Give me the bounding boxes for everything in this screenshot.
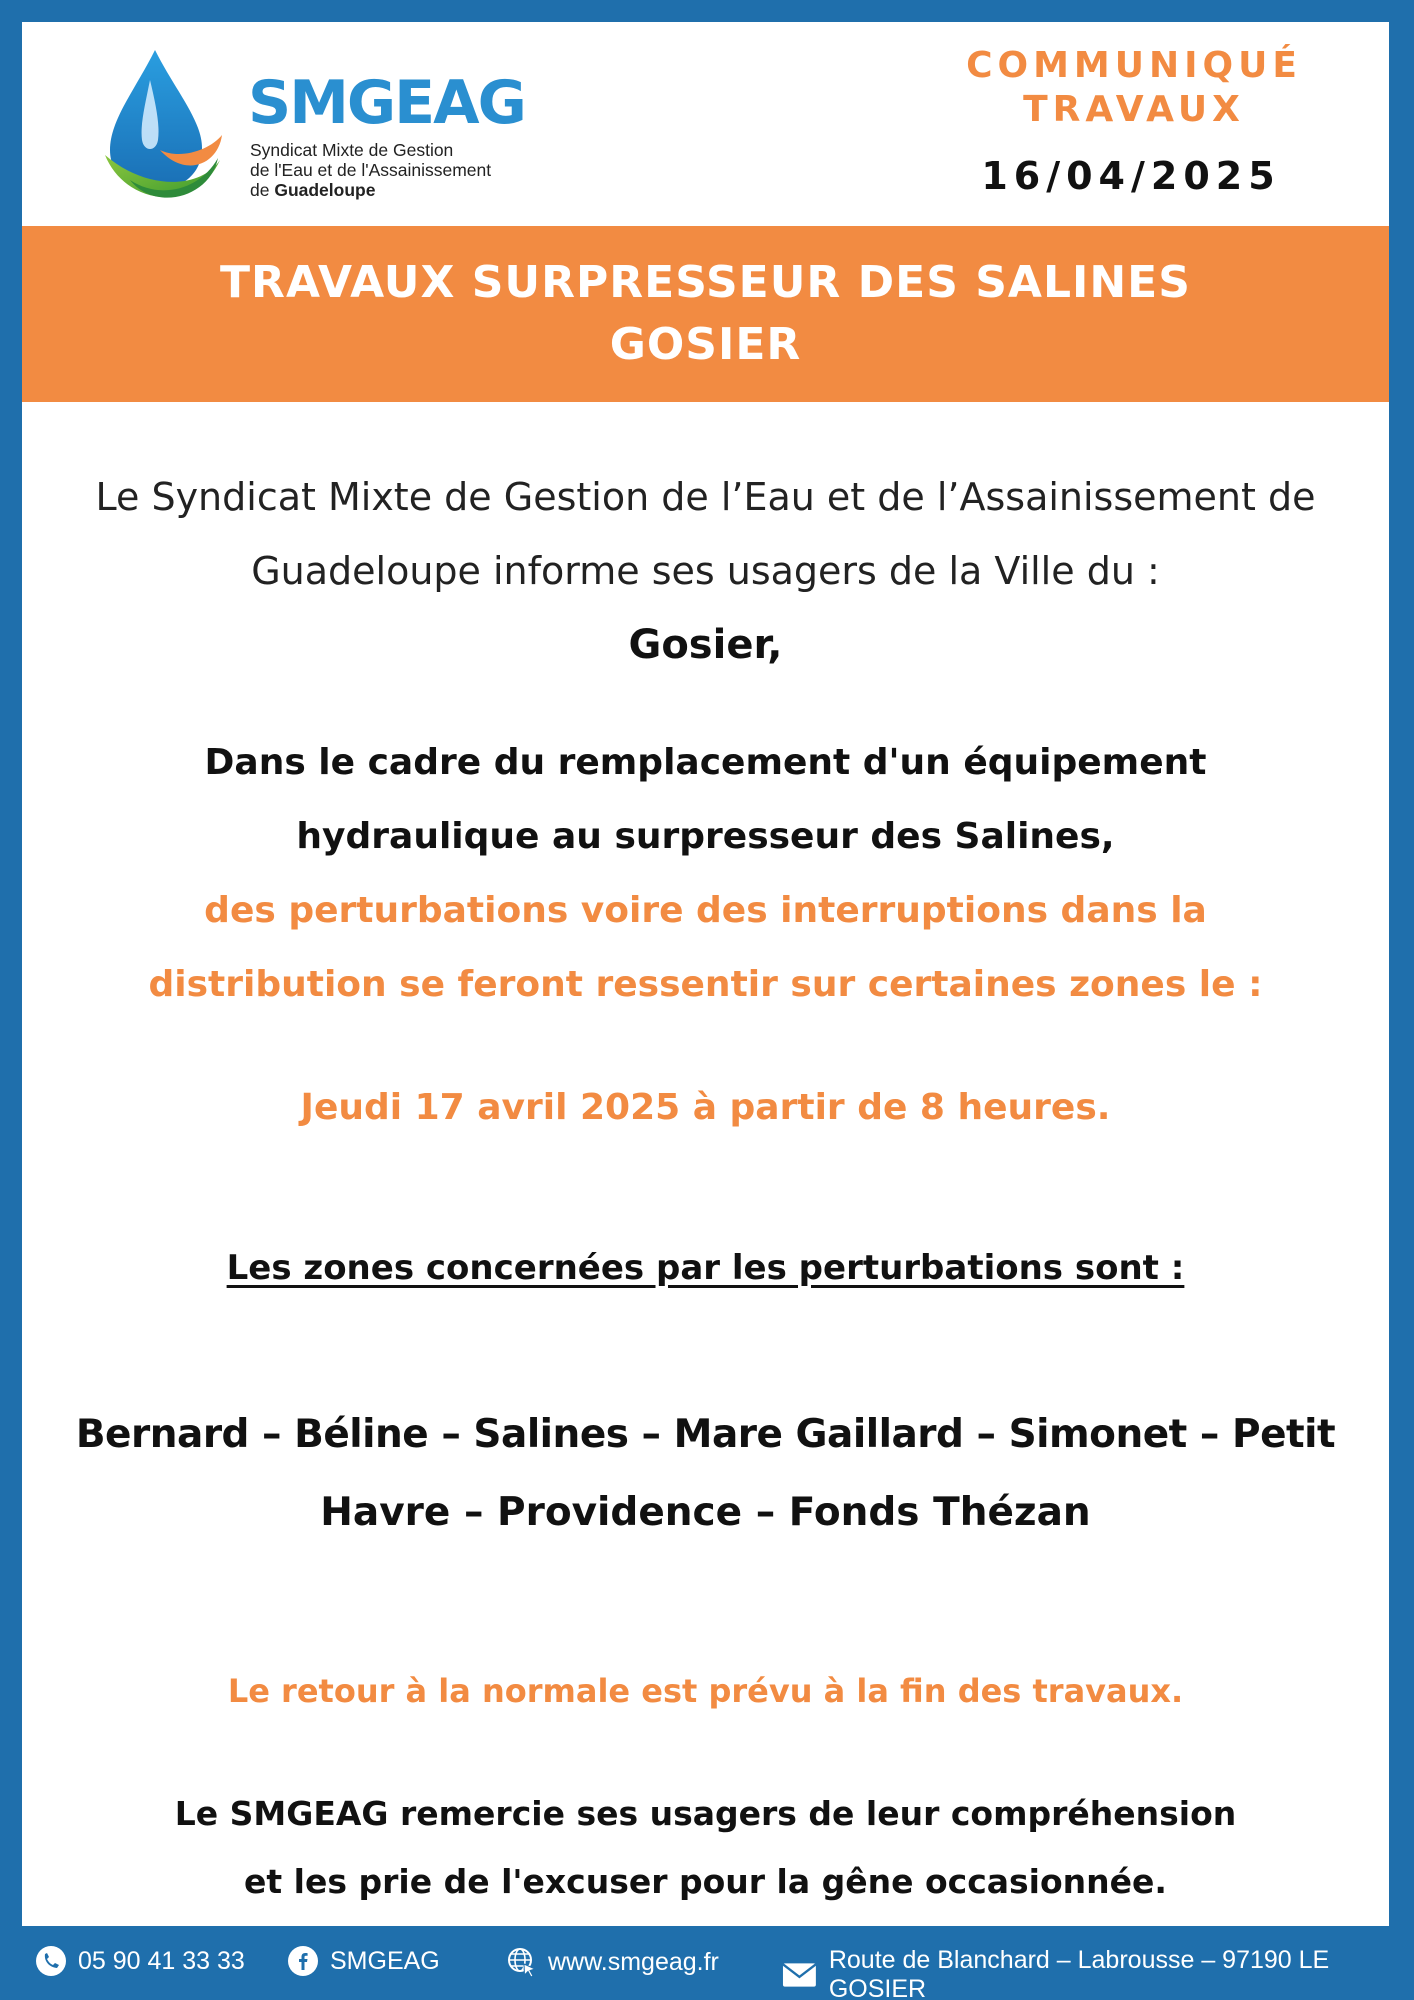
intro-line: Guadeloupe informe ses usagers de la Ville du : — [251, 549, 1160, 593]
intro-paragraph — [22, 460, 1389, 608]
zones-list-line: Bernard – Béline – Salines – Mare Gaillard – Simonet – Petit — [75, 1412, 1336, 1457]
warning-line: distribution se feront ressentir sur certaines zones le : — [148, 964, 1263, 1005]
footer-website[interactable] — [506, 1946, 719, 1978]
footer — [0, 1926, 1414, 2000]
footer-facebook[interactable] — [288, 1946, 440, 1976]
logo-subtitle-line: Syndicat Mixte de Gestion — [250, 140, 454, 160]
postal-address: Route de Blanchard – Labrousse – 97190 LE GOSIER — [828, 1946, 1330, 2000]
banner-title-line: GOSIER — [609, 319, 802, 370]
logo-subtitle-line — [250, 180, 550, 200]
communique-line: TRAVAUX — [1023, 89, 1245, 130]
context-line: hydraulique au surpresseur des Salines, — [296, 816, 1115, 857]
water-drop-logo-icon — [100, 40, 230, 210]
context-line: Dans le cadre du remplacement d'un équipement — [204, 742, 1207, 783]
banner-title-line: TRAVAUX SURPRESSEUR DES SALINES — [220, 257, 1191, 308]
zones-list-line: Havre – Providence – Fonds Thézan — [320, 1490, 1091, 1535]
logo-wordmark: SMGEAG — [248, 68, 525, 138]
thanks-line: et les prie de l'excuser pour la gêne occasionnée. — [244, 1862, 1167, 1901]
facebook-icon — [288, 1946, 318, 1976]
communique-label — [954, 44, 1314, 132]
logo-subtitle-prefix: de — [250, 180, 275, 200]
phone-icon — [36, 1946, 66, 1976]
globe-cursor-icon — [506, 1946, 538, 1978]
communique-line: COMMUNIQUÉ — [966, 45, 1302, 86]
website-url: www.smgeag.fr — [548, 1947, 719, 1976]
date-time-notice: Jeudi 17 avril 2025 à partir de 8 heures. — [300, 1087, 1111, 1128]
logo-subtitle-bold: Guadeloupe — [274, 180, 376, 200]
phone-number: 05 90 41 33 33 — [78, 1946, 245, 1975]
intro-line: Le Syndicat Mixte de Gestion de l’Eau et de l’Assainissement de — [95, 475, 1316, 519]
town-name: Gosier, — [628, 622, 783, 668]
zones-heading: Les zones concernées par les perturbations sont : — [226, 1248, 1185, 1288]
title-banner — [22, 226, 1389, 402]
return-to-normal: Le retour à la normale est prévu à la fin des travaux. — [227, 1672, 1184, 1710]
smgeag-logo — [100, 40, 525, 220]
footer-address — [782, 1946, 1414, 2000]
communique-date: 16/04/2025 — [981, 154, 1281, 198]
footer-phone[interactable] — [36, 1946, 245, 1976]
notice-page — [22, 22, 1389, 1926]
logo-subtitle — [250, 140, 550, 200]
thanks-line: Le SMGEAG remercie ses usagers de leur compréhension — [174, 1794, 1237, 1833]
facebook-handle: SMGEAG — [330, 1946, 440, 1975]
envelope-icon — [782, 1962, 817, 1988]
warning-line: des perturbations voire des interruptions dans la — [204, 890, 1207, 931]
logo-subtitle-line: de l'Eau et de l'Assainissement — [250, 160, 492, 180]
